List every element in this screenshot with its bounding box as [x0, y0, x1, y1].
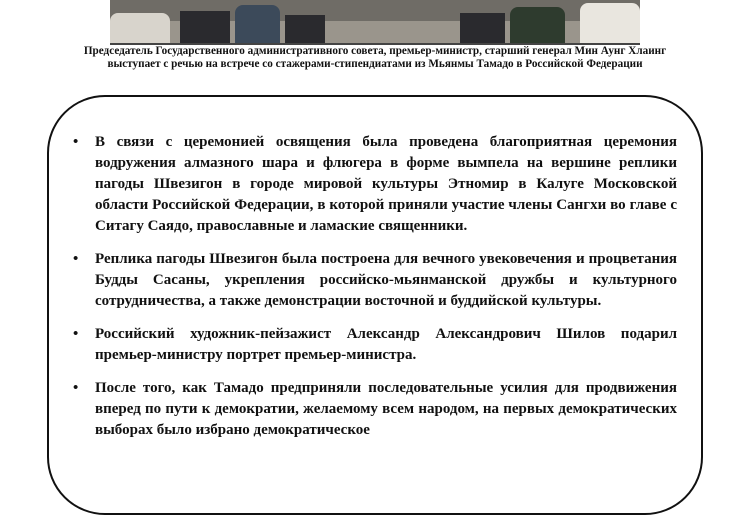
bullet-icon: • [73, 326, 79, 342]
bullet-icon: • [73, 134, 79, 150]
photo-chair [285, 15, 325, 43]
list-item-text: После того, как Тамадо предприняли последовательные усилия для продвижения вперед по пути к демократии, желаемому всем народом, на первых демократических выборах было избрано демократическое [95, 380, 677, 438]
photo-person-left [110, 13, 170, 43]
list-item [73, 324, 677, 366]
photo-person [510, 7, 565, 43]
list-item-text: Российский художник-пейзажист Александр Александрович Шилов подарил премьер-министру портрет премьер-министра. [95, 326, 677, 363]
photo-caption: Председатель Государственного административного совета, премьер-министр, старший генерал Мин Аунг Хлаинг выступает с речью на встрече со стажерами-стипендиатами из Мьянмы Тамадо в Российской Федерации [83, 45, 667, 70]
list-item [73, 378, 677, 441]
list-item-text: Реплика пагоды Швезигон была построена для вечного увековечения и процветания Будды Сасаны, укрепления российско-мьянманской дружбы и культурного сотрудничества, а также демонстрации восточной и буддийской культуры. [95, 251, 677, 309]
bullet-icon: • [73, 380, 79, 396]
photo-person [235, 5, 280, 43]
bullet-icon: • [73, 251, 79, 267]
list-item-text: В связи с церемонией освящения была проведена благоприятная церемония водружения алмазного шара и флюгера в форме вымпела на вершине реплики пагоды Швезигон в городе мировой культуры Этномир в Калуге Московской области Российской Федерации, в которой приняли участие члены Сангхи во главе с Ситагу Саядо, православные и ламаские священники. [95, 134, 677, 234]
bullet-list [73, 132, 677, 453]
meeting-photo [110, 0, 640, 45]
list-item [73, 132, 677, 237]
photo-chair [180, 11, 230, 43]
list-item [73, 249, 677, 312]
photo-chair [460, 13, 505, 43]
photo-person-right [580, 3, 640, 43]
